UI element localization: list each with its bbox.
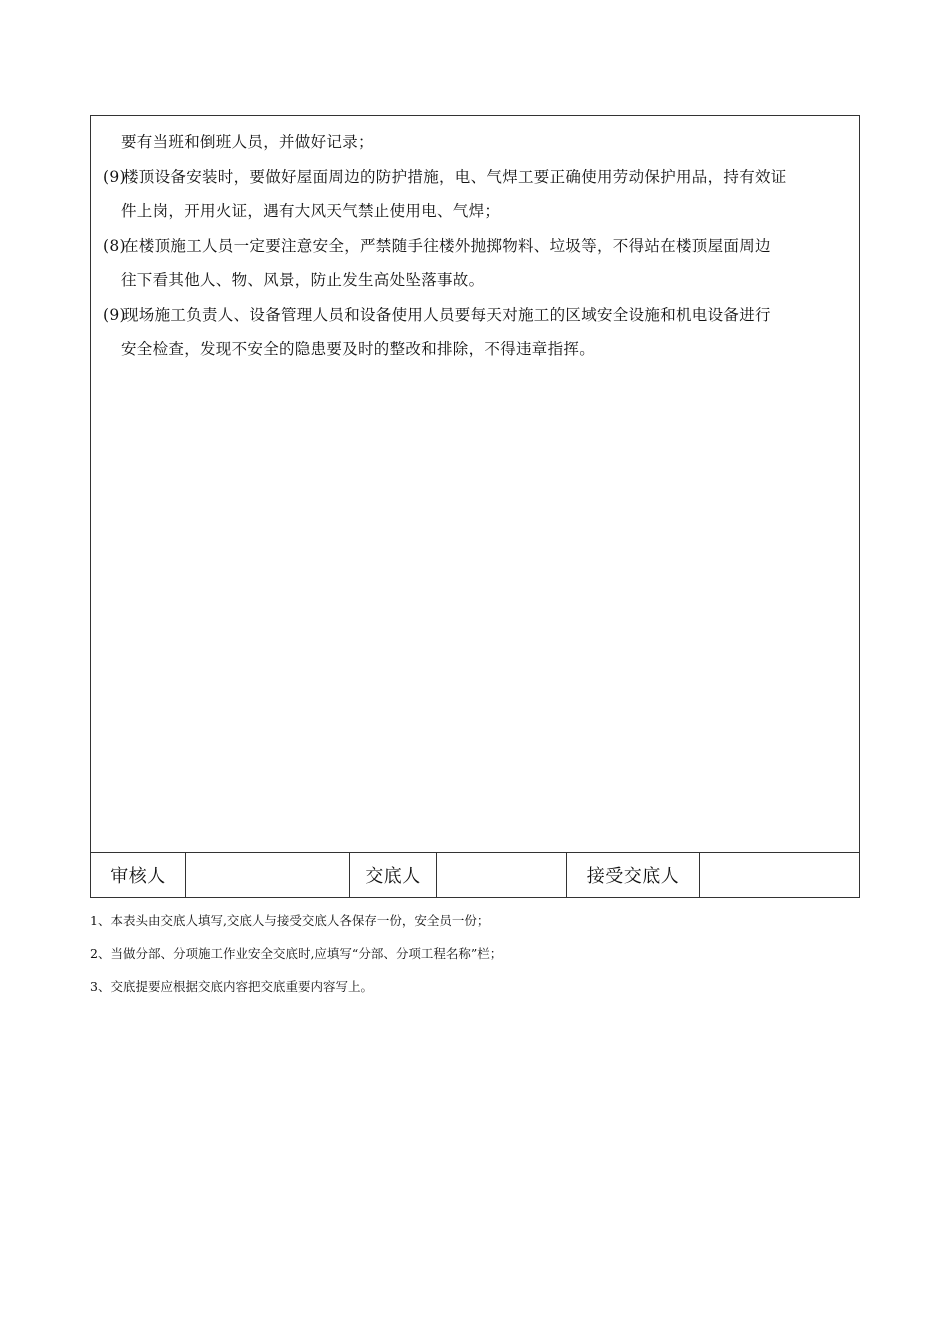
- list-item-line2: 件上岗，开用火证，遇有大风天气禁止使用电、气焊；: [121, 202, 501, 220]
- list-item-number: (8): [103, 237, 126, 255]
- receiver-field[interactable]: [700, 853, 859, 897]
- list-item-line1: [103, 160, 849, 194]
- safety-briefing-table: [90, 115, 860, 898]
- reviewer-field[interactable]: [186, 853, 350, 897]
- list-item: [103, 229, 849, 297]
- footnotes: [90, 904, 860, 1003]
- signature-row: [91, 853, 859, 897]
- receiver-label: 接受交底人: [567, 853, 700, 897]
- list-item-text: 现场施工负责人、设备管理人员和设备使用人员要每天对施工的区域安全设施和机电设备进行: [123, 306, 771, 324]
- list-item-line1: [103, 229, 849, 263]
- briefing-content-cell: [91, 116, 859, 853]
- footnote-3: 3、交底提要应根据交底内容把交底重要内容写上。: [90, 979, 373, 994]
- list-item: [103, 298, 849, 366]
- reviewer-label: 审核人: [91, 853, 186, 897]
- list-item-line2: 往下看其他人、物、风景，防止发生高处坠落事故。: [121, 271, 485, 289]
- list-item-line1: [103, 298, 849, 332]
- presenter-field[interactable]: [437, 853, 567, 897]
- list-item-number: (9): [103, 306, 126, 324]
- list-item: [103, 160, 849, 228]
- list-item-number: (9): [103, 168, 126, 186]
- list-item-text: 楼顶设备安装时，要做好屋面周边的防护措施，电、气焊工要正确使用劳动保护用品，持有效证: [123, 168, 787, 186]
- list-item-line2: 安全检查，发现不安全的隐患要及时的整改和排除，不得违章指挥。: [121, 340, 596, 358]
- list-item-text: 在楼顶施工人员一定要注意安全，严禁随手往楼外抛掷物料、垃圾等，不得站在楼顶屋面周边: [123, 237, 771, 255]
- footnote-2: 2、当做分部、分项施工作业安全交底时,应填写“分部、分项工程名称”栏；: [90, 946, 503, 961]
- footnote-1: 1、本表头由交底人填写,交底人与接受交底人各保存一份，安全员一份；: [90, 913, 490, 928]
- presenter-label: 交底人: [350, 853, 437, 897]
- continuation-line: 要有当班和倒班人员，并做好记录；: [121, 133, 374, 151]
